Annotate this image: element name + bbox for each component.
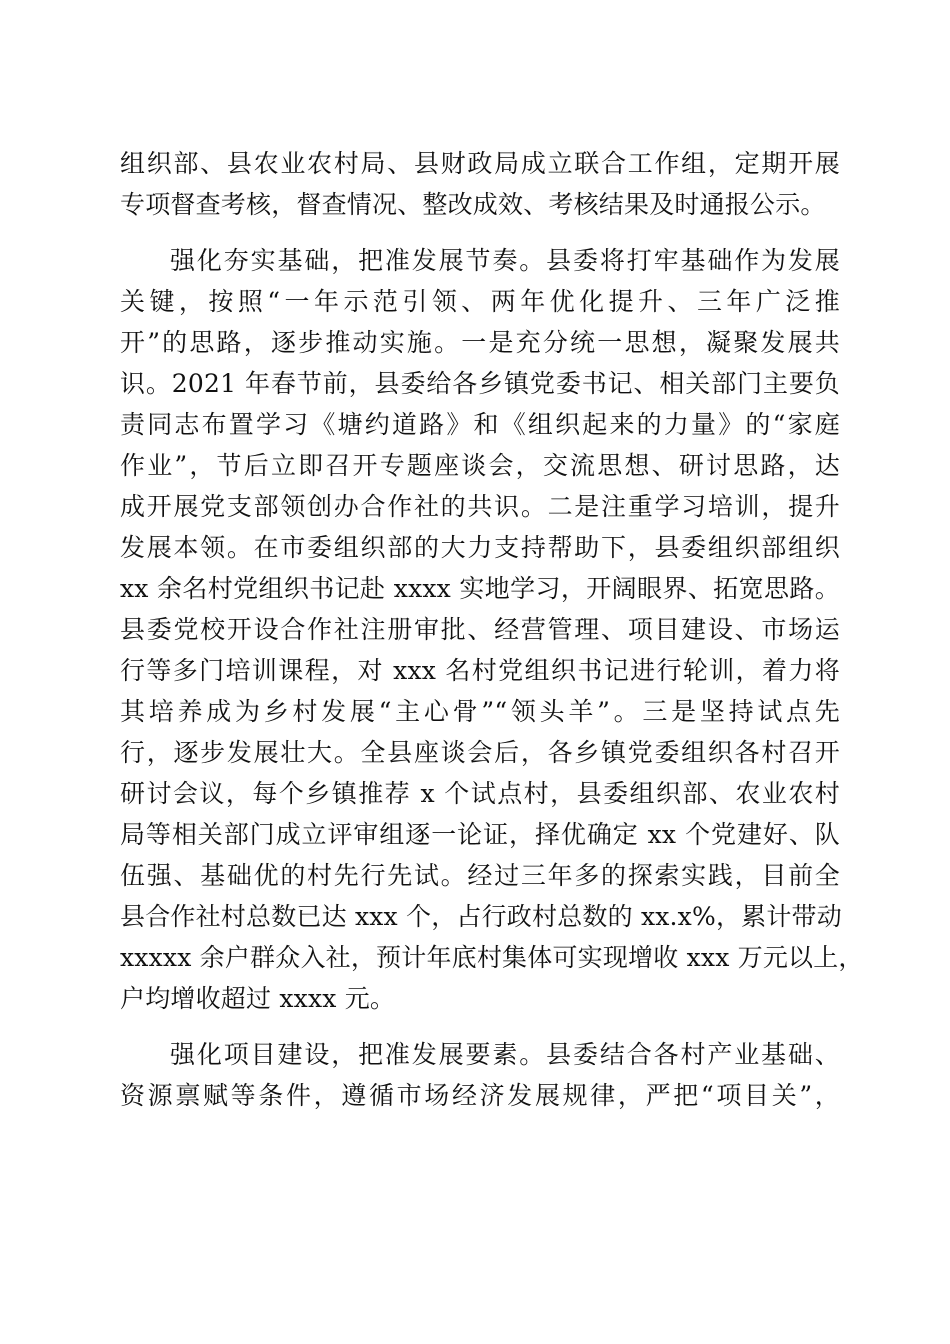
- paragraph-2-line-16: 伍强、基础优的村先行先试。经过三年多的探索实践，目前全: [120, 861, 840, 890]
- paragraph-gap: [120, 1019, 840, 1034]
- paragraph-2-line-8: 发展本领。在市委组织部的大力支持帮助下，县委组织部组织: [120, 533, 840, 562]
- paragraph-2-line-18: xxxxx 余户群众入社，预计年底村集体可实现增收 xxx 万元以上，: [120, 943, 864, 972]
- paragraph-2-line-19: 户均增收超过 xxxx 元。: [120, 984, 396, 1013]
- paragraph-2-line-2: 关键，按照“一年示范引领、两年优化提升、三年广泛推: [120, 287, 840, 316]
- paragraph-2-line-7: 成开展党支部领创办合作社的共识。二是注重学习培训，提升: [120, 492, 840, 521]
- document-body: [120, 143, 864, 1116]
- paragraph-2-line-12: 其培养成为乡村发展“主心骨”“领头羊”。三是坚持试点先: [120, 697, 840, 726]
- paragraph-2-line-6: 作业”，节后立即召开专题座谈会，交流思想、研讨思路，达: [120, 451, 840, 480]
- paragraph-2-line-4: 识。2021 年春节前，县委给各乡镇党委书记、相关部门主要负: [120, 369, 840, 398]
- paragraph-gap: [120, 225, 840, 240]
- paragraph-2-line-3: 开”的思路，逐步推动实施。一是充分统一思想，凝聚发展共: [120, 328, 840, 357]
- paragraph-2-line-17: 县合作社村总数已达 xxx 个，占行政村总数的 xx.x%，累计带动: [120, 902, 842, 931]
- paragraph-3-line-1: 强化项目建设，把准发展要素。县委结合各村产业基础、: [170, 1040, 840, 1069]
- paragraph-2-line-14: 研讨会议，每个乡镇推荐 x 个试点村，县委组织部、农业农村: [120, 779, 840, 808]
- paragraph-3-line-2: 资源禀赋等条件，遵循市场经济发展规律，严把“项目关”，: [120, 1081, 840, 1110]
- paragraph-2-line-9: xx 余名村党组织书记赴 xxxx 实地学习，开阔眼界、拓宽思路。: [120, 574, 840, 603]
- paragraph-2-line-1: 强化夯实基础，把准发展节奏。县委将打牢基础作为发展: [170, 246, 840, 275]
- paragraph-1-line-2: 专项督查考核，督查情况、整改成效、考核结果及时通报公示。: [120, 190, 826, 219]
- paragraph-1-line-1: 组织部、县农业农村局、县财政局成立联合工作组，定期开展: [120, 149, 840, 178]
- paragraph-2-line-10: 县委党校开设合作社注册审批、经营管理、项目建设、市场运: [120, 615, 840, 644]
- paragraph-2-line-15: 局等相关部门成立评审组逐一论证，择优确定 xx 个党建好、队: [120, 820, 840, 849]
- paragraph-2-line-13: 行，逐步发展壮大。全县座谈会后，各乡镇党委组织各村召开: [120, 738, 840, 767]
- paragraph-2-line-11: 行等多门培训课程，对 xxx 名村党组织书记进行轮训，着力将: [120, 656, 840, 685]
- paragraph-2-line-5: 责同志布置学习《塘约道路》和《组织起来的力量》的“家庭: [120, 410, 840, 439]
